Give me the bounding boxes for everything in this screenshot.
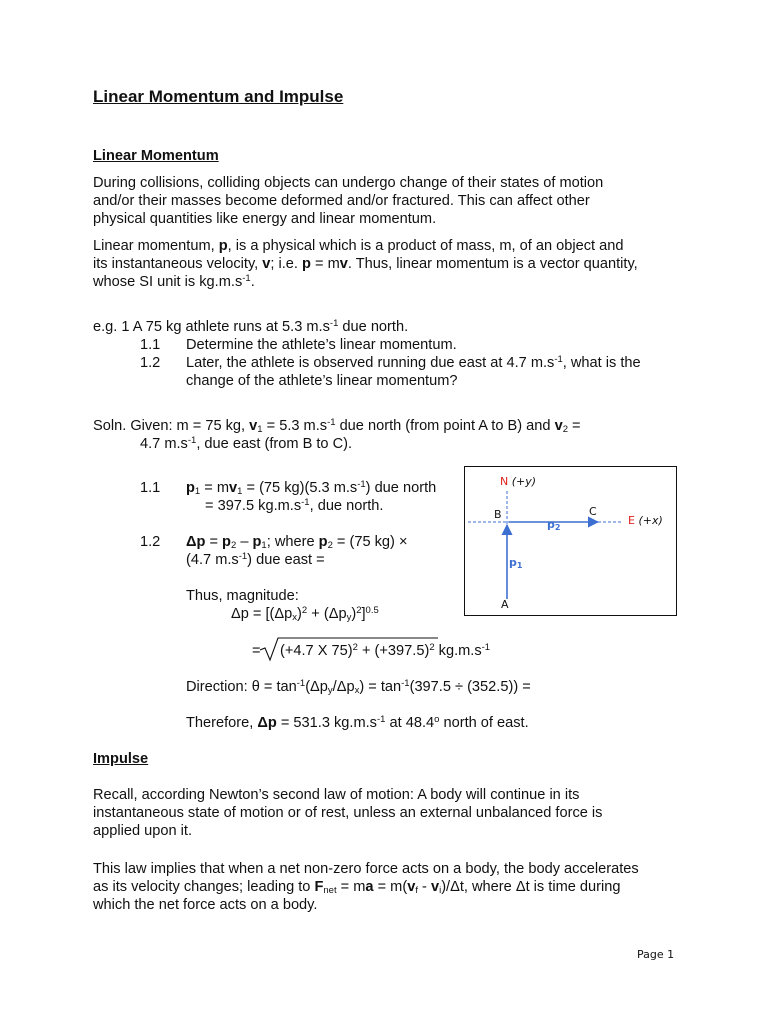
section-heading-impulse: Impulse: [93, 751, 149, 767]
paragraph-line: This law implies that when a net non-zero force acts on a body, the body accelerates: [93, 861, 639, 877]
point-a-label: A: [501, 598, 509, 611]
solution-line: Thus, magnitude:: [186, 588, 299, 604]
paragraph-line: During collisions, colliding objects can undergo change of their states of motion: [93, 175, 604, 191]
paragraph-line: which the net force acts on a body.: [93, 897, 318, 913]
example-question: change of the athlete’s linear momentum?: [186, 373, 458, 389]
p1-label: $p_1$: [509, 556, 523, 570]
paragraph-line: applied upon it.: [93, 823, 192, 839]
solution-number: 1.1: [140, 480, 161, 496]
solution-line: $\Delta p = p_2 - p_1$; where $p_2 = (75$ kg) ×: [186, 534, 408, 551]
solution-equation: $\Delta p = [(\Delta p_x)^2 + (\Delta p_y)^2]^{0.5}$: [231, 605, 379, 623]
example-line: e.g. 1 A 75 kg athlete runs at 5.3 $m.s^{-1}$ due north.: [93, 318, 409, 335]
example-question: Determine the athlete’s linear momentum.: [186, 337, 457, 353]
solution-line: 4.7 $m.s^{-1}$, due east (from B to C).: [140, 435, 353, 452]
point-b-label: B: [494, 508, 502, 521]
solution-line: $p_1 = mv_1 = (75$ kg)(5.3 $m.s^{-1}$) due north: [186, 479, 437, 497]
paragraph-line: and/or their masses become deformed and/or fractured. This can affect other: [93, 193, 590, 209]
page-title: Linear Momentum and Impulse: [93, 87, 344, 106]
solution-line: Therefore, Δp = 531.3 $kg.m.s^{-1}$ at 48.4$^o$ north of east.: [186, 714, 529, 731]
page-number: Page 1: [637, 948, 675, 961]
solution-line: (4.7 $m.s^{-1}$) due east =: [186, 551, 325, 568]
solution-line: Soln. Given: m = 75 kg, $v_1 = 5.3$ $m.s^{-1}$ due north (from point A to B) and $v_2$ =: [93, 417, 581, 435]
east-axis-label: E (+x): [628, 514, 663, 527]
paragraph-line: its instantaneous velocity, v; i.e. p = mv. Thus, linear momentum is a vector quantity,: [93, 256, 638, 272]
solution-line: = 397.5 $kg.m.s^{-1}$, due north.: [205, 497, 384, 514]
paragraph-line: as its velocity changes; leading to $F_{net}$ = ma = $m(v_f - v_i)/\Delta t$, where Δt is time during: [93, 879, 621, 896]
vector-diagram: [464, 466, 677, 616]
solution-equation: =: [252, 643, 261, 659]
north-axis-label: N (+y): [500, 475, 537, 488]
vector-diagram-svg: [465, 467, 678, 617]
solution-line: Direction: $\theta = \tan^{-1}(\Delta p_y/\Delta p_x) = \tan^{-1}(397.5 \div (352.5))$ =: [186, 678, 531, 696]
paragraph-line: whose SI unit is $kg.m.s^{-1}$.: [93, 273, 255, 290]
paragraph-line: physical quantities like energy and linear momentum.: [93, 211, 437, 227]
paragraph-line: Linear momentum, p, is a physical which is a product of mass, m, of an object and: [93, 238, 624, 254]
paragraph-line: Recall, according Newton’s second law of motion: A body will continue in its: [93, 787, 580, 803]
p2-label: $p_2$: [547, 518, 561, 532]
example-number: 1.1: [140, 337, 161, 353]
example-number: 1.2: [140, 355, 161, 371]
point-c-label: C: [589, 505, 597, 518]
solution-equation: (+4.7 X $75)^2 + (+397.5)^2$ $kg.m.s^{-1}$: [280, 642, 491, 659]
paragraph-line: instantaneous state of motion or of rest, unless an external unbalanced force is: [93, 805, 603, 821]
solution-number: 1.2: [140, 534, 161, 550]
example-question: Later, the athlete is observed running due east at 4.7 $m.s^{-1}$, what is the: [186, 354, 641, 371]
section-heading-linear-momentum: Linear Momentum: [93, 148, 219, 164]
